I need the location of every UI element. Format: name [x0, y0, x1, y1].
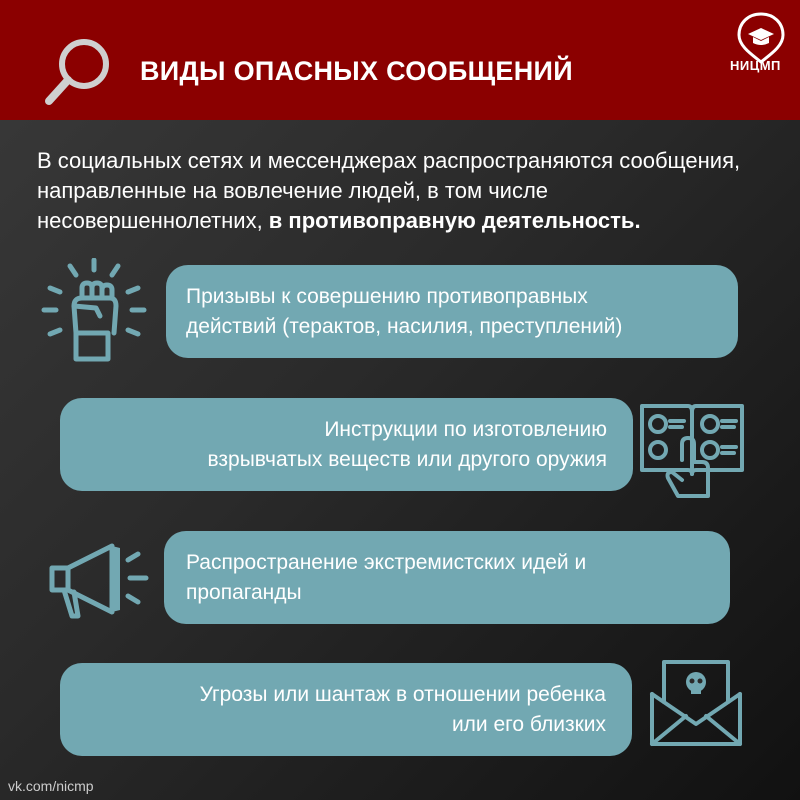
card-line: пропаганды	[186, 580, 302, 604]
card-text	[200, 680, 606, 740]
intro-paragraph	[37, 146, 767, 236]
instruction-book-icon	[638, 400, 746, 502]
card-calls-to-violence	[166, 265, 738, 358]
card-text	[186, 282, 622, 342]
search-icon	[44, 34, 116, 108]
card-text	[186, 548, 586, 608]
megaphone-icon	[46, 540, 154, 620]
intro-text: В социальных сетях и мессенджерах распространяются сообщения, направленные на вовлечение людей, в том числе несовершеннолетних,	[37, 148, 741, 233]
raised-fist-icon	[40, 258, 150, 364]
header-bar	[0, 0, 800, 120]
card-threats-blackmail	[60, 663, 632, 756]
card-weapon-instructions	[60, 398, 633, 491]
threat-letter-icon	[646, 654, 746, 750]
card-line: взрывчатых веществ или другого оружия	[207, 447, 607, 471]
card-line: Инструкции по изготовлению	[324, 417, 607, 441]
intro-text-bold: в противоправную деятельность.	[268, 208, 641, 233]
card-line: Призывы к совершению противоправных	[186, 284, 588, 308]
card-line: или его близких	[451, 712, 606, 736]
card-line: действий (терактов, насилия, преступлений)	[186, 314, 623, 338]
card-text	[207, 415, 607, 475]
logo-text: НИЦМП	[730, 58, 781, 73]
card-line: Распространение экстремистских идей и	[186, 550, 587, 574]
card-extremist-propaganda	[164, 531, 730, 624]
page-title: ВИДЫ ОПАСНЫХ СООБЩЕНИЙ	[140, 56, 573, 86]
footer-link[interactable]: vk.com/nicmp	[8, 778, 94, 794]
card-line: Угрозы или шантаж в отношении ребенка	[199, 682, 606, 706]
